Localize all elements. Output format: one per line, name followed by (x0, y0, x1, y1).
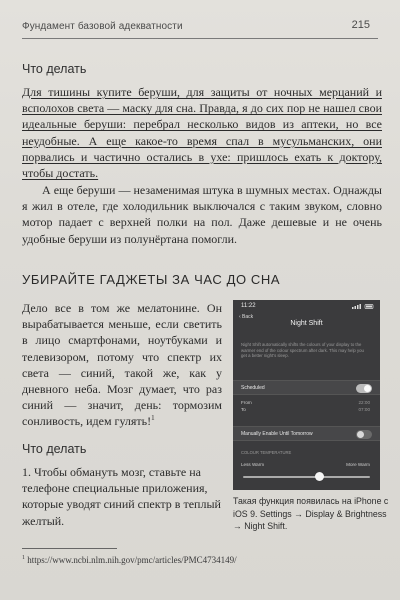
page-number: 215 (351, 19, 370, 31)
footnote-url: https://www.ncbi.nlm.nih.gov/pmc/articles/PMC4734149/ (27, 555, 237, 565)
paragraph-melatonin (22, 300, 222, 430)
manual-enable-row (233, 426, 380, 441)
screen-description: Night Shift automatically shifts the colours of your display to the warmer end of the colour spectrum after dark. This may help you get a better night's sleep. (241, 342, 364, 359)
to-value: 07:00 (358, 407, 370, 412)
manual-enable-label: Manually Enable Until Tomorrow (241, 431, 313, 437)
temperature-slider-track (243, 476, 370, 478)
screen-title: Night Shift (290, 320, 323, 327)
manual-enable-toggle (356, 430, 372, 439)
scheduled-row (233, 380, 380, 395)
running-title: Фундамент базовой адекватности (22, 21, 183, 32)
chapter-heading: УБИРАЙТЕ ГАДЖЕТЫ ЗА ЧАС ДО СНА (22, 272, 281, 287)
footnote-number: 1 (22, 555, 25, 561)
melatonin-text: Дело все в том же мелатонине. Он вырабатывается меньше, если светить в лицо смартфонами, ноутбуками и телевизором, потому что спектр их света — синий, такой же, как у дневного неба. Мозг думает, что раз синий — значит, день: тормозим сонливость, идем гулять! (22, 301, 222, 429)
from-label: From (241, 400, 252, 405)
list-item-1: 1. Чтобы обмануть мозг, ставьте на телефоне специальные приложения, которые уводят синий спектр в теплый желтый. (22, 465, 221, 528)
header-rule (22, 38, 378, 39)
footnote-reference: 1 (151, 414, 155, 423)
night-shift-screenshot (233, 300, 380, 490)
paragraph-noisy-places: А еще беруши — незаменимая штука в шумных местах. Однажды я жил в отеле, где холодильник выключался с таким звуком, словно мотор падает с верхней полки на пол. Даже дешевые и не очень удобные беруши из полунёртана помогли. (22, 183, 382, 246)
footnote-rule (22, 548, 117, 549)
status-icons (352, 304, 374, 309)
to-label: To (241, 407, 246, 412)
temperature-label: COLOUR TEMPERATURE (241, 450, 292, 455)
status-time: 11:22 (241, 303, 256, 309)
footnote (22, 555, 237, 565)
less-warm-label: Less Warm (241, 462, 265, 467)
section-heading-what-to-do: Что делать (22, 62, 87, 76)
figure-caption: Такая функция появилась на iPhone с iOS 9. Settings → Display & Brightness → Night Shift. (233, 496, 389, 532)
section-heading-what-to-do-2: Что делать (22, 442, 87, 456)
from-value: 22:00 (358, 400, 370, 405)
back-link: ‹ Back (239, 314, 254, 320)
more-warm-label: More Warm (346, 462, 370, 467)
temperature-slider-knob (315, 472, 324, 481)
paragraph-earplugs (22, 84, 382, 181)
scheduled-label: Scheduled (241, 385, 265, 391)
scheduled-toggle (356, 384, 372, 393)
underlined-text: Для тишины купите беруши, для защиты от ночных мерцаний и всполохов света — маску для сна. Правда, я до сих пор не нашел свои идеальные беруши: перебрал несколько видов из аптеки, но все неудобные. А еще какое-то время спал в мусульманских, они порвались и частично остались в ухе: пришлось ехать к доктору, чтобы достать. (22, 85, 382, 181)
